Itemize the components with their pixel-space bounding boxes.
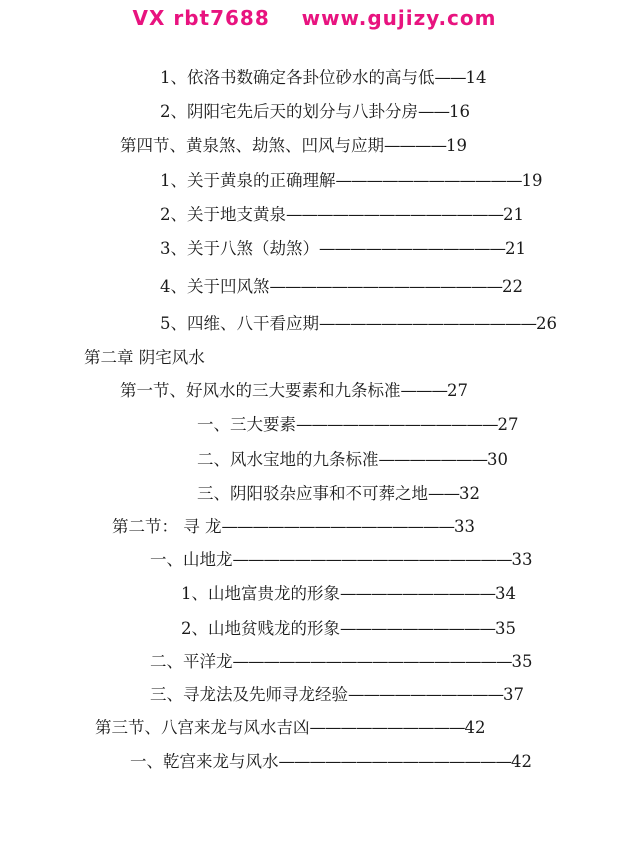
toc-entry-page: 19 — [521, 171, 543, 190]
toc-entry-page: 35 — [495, 619, 516, 638]
toc-entry-page: 27 — [497, 415, 519, 434]
toc-entry-leader: —————————————— — [286, 205, 503, 224]
toc-entry — [160, 275, 532, 299]
toc-entry-title: 1、关于黄泉的正确理解 — [160, 171, 336, 190]
toc-entry-leader: ——————— — [378, 450, 487, 469]
toc-entry — [181, 582, 532, 606]
toc-entry-leader: ————————————— — [296, 415, 498, 434]
toc-entry — [160, 312, 557, 336]
toc-entry-title: 一、乾宫来龙与风水 — [130, 752, 279, 771]
toc-entry — [120, 134, 532, 158]
toc-entry-page: 33 — [454, 517, 475, 536]
toc-entry — [160, 66, 532, 90]
toc-entry — [197, 482, 532, 506]
toc-entry-leader: —————————————————— — [232, 652, 512, 671]
toc-entry-title: 2、阴阳宅先后天的划分与八卦分房 — [160, 102, 418, 121]
toc-entry-leader: —— — [418, 102, 449, 121]
toc-entry — [197, 448, 532, 472]
toc-entry-title: 三、阴阳驳杂应事和不可葬之地 — [197, 484, 428, 503]
toc-entry-title: 二、风水宝地的九条标准 — [197, 450, 379, 469]
toc-entry-page: 35 — [511, 652, 533, 671]
toc-entry-leader: ——————————————— — [278, 752, 511, 771]
toc-entry-title: 二、平洋龙 — [150, 652, 233, 671]
toc-entry-leader: ———————————— — [335, 171, 522, 190]
toc-entry — [150, 683, 532, 707]
toc-entry-page: 26 — [536, 314, 557, 333]
toc-entry-title: 一、山地龙 — [150, 550, 233, 569]
toc-entry-title: 第四节、黄泉煞、劫煞、凹风与应期 — [120, 136, 384, 155]
toc-entry-leader: —————————— — [340, 584, 495, 603]
toc-entry-leader: —————————————— — [319, 314, 536, 333]
chapter-heading — [84, 346, 532, 370]
toc-entry-title: 第三节、八宫来龙与风水吉凶 — [95, 718, 310, 737]
toc-entry-leader: ——————————————— — [269, 277, 502, 296]
toc-entry-leader: ——— — [400, 381, 447, 400]
toc-entry-page: 14 — [465, 68, 487, 87]
toc-entry — [160, 100, 532, 124]
toc-entry-leader: —————————— — [340, 619, 495, 638]
toc-entry-page: 37 — [503, 685, 524, 704]
toc-entry-page: 27 — [447, 381, 468, 400]
toc-entry-title: 2、关于地支黄泉 — [160, 205, 286, 224]
toc-entry-page: 34 — [495, 584, 516, 603]
toc-entry-leader: ——————————————— — [221, 517, 454, 536]
toc-entry-title: 1、依洛书数确定各卦位砂水的高与低 — [160, 68, 435, 87]
toc-entry-page: 21 — [503, 205, 524, 224]
toc-entry-title: 4、关于凹风煞 — [160, 277, 270, 296]
toc-entry-title: 一、三大要素 — [197, 415, 296, 434]
toc-entry-page: 33 — [511, 550, 533, 569]
toc-entry-leader: ———— — [384, 136, 446, 155]
toc-entry-title: 1、山地富贵龙的形象 — [181, 584, 340, 603]
toc-entry — [95, 716, 532, 740]
toc-entry — [197, 413, 532, 437]
toc-entry-page: 16 — [449, 102, 470, 121]
toc-entry-leader: —————————————————— — [232, 550, 512, 569]
toc-entry-title: 第一节、好风水的三大要素和九条标准 — [120, 381, 401, 400]
toc-entry-leader: —————————— — [309, 718, 465, 737]
toc-entry-title: 5、四维、八干看应期 — [160, 314, 319, 333]
toc-entry — [112, 515, 532, 539]
toc-entry-page: 21 — [505, 239, 526, 258]
toc-entry-leader: —— — [434, 68, 466, 87]
toc-entry-title: 2、山地贫贱龙的形象 — [181, 619, 340, 638]
toc-entry-page: 42 — [511, 752, 532, 771]
watermark-text: VX rbt7688 www.gujizy.com — [132, 6, 497, 30]
toc-entry — [160, 237, 532, 261]
toc-entry-leader: —————————— — [348, 685, 503, 704]
toc-entry-leader: —— — [428, 484, 459, 503]
toc-entry-page: 30 — [487, 450, 508, 469]
toc-entry-page: 22 — [502, 277, 523, 296]
toc-entry-title: 第二节： 寻 龙 — [112, 517, 222, 536]
toc-entry-page: 19 — [446, 136, 467, 155]
toc-entry — [150, 548, 532, 572]
toc-entry — [160, 203, 532, 227]
toc-entry-title: 3、关于八煞（劫煞） — [160, 239, 319, 258]
toc-entry-page: 42 — [464, 718, 486, 737]
toc-entry-page: 32 — [459, 484, 480, 503]
toc-entry-title: 第二章 阴宅风水 — [84, 348, 205, 367]
toc-entry — [130, 750, 532, 774]
toc-entry — [150, 650, 532, 674]
toc-entry — [160, 169, 543, 193]
toc-entry — [181, 617, 532, 641]
toc-entry-leader: ———————————— — [319, 239, 505, 258]
toc-entry-title: 三、寻龙法及先师寻龙经验 — [150, 685, 348, 704]
toc-entry — [120, 379, 532, 403]
